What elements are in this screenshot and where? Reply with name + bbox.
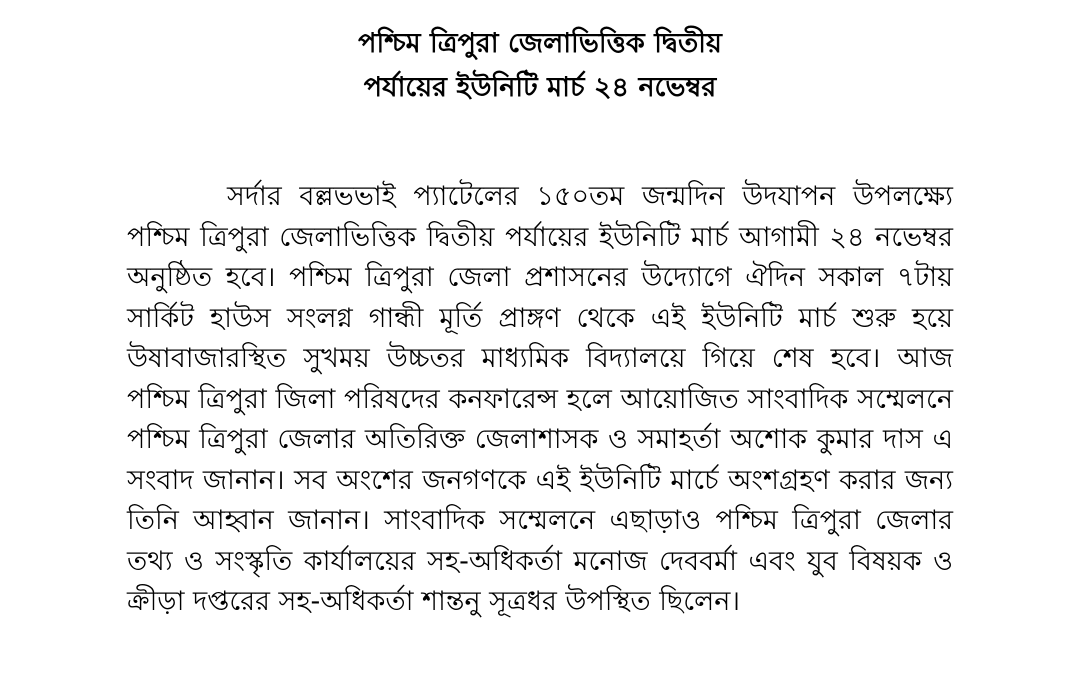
title-line-1: পশ্চিম ত্রিপুরা জেলাভিত্তিক দ্বিতীয়: [358, 28, 722, 59]
document-title: [0, 22, 1080, 110]
body-paragraph: সর্দার বল্লভভাই প্যাটেলের ১৫০তম জন্মদিন উদযাপন উপলক্ষ্যে পশ্চিম ত্রিপুরা জেলাভিত্তিক দ্বিতীয় পর্যায়ের ইউনিটি মার্চ আগামী ২৪ নভেম্বর অনুষ্ঠিত হবে। পশ্চিম ত্রিপুরা জেলা প্রশাসনের উদ্যোগে ঐদিন সকাল ৭টায় সার্কিট হাউস সংলগ্ন গান্ধী মূর্তি প্রাঙ্গণ থেকে এই ইউনিটি মার্চ শুরু হয়ে উষাবাজারস্থিত সুখময় উচ্চতর মাধ্যমিক বিদ্যালয়ে গিয়ে শেষ হবে। আজ পশ্চিম ত্রিপুরা জিলা পরিষদের কনফারেন্স হলে আয়োজিত সাংবাদিক সম্মেলনে পশ্চিম ত্রিপুরা জেলার অতিরিক্ত জেলাশাসক ও সমাহর্তা অশোক কুমার দাস এ সংবাদ জানান। সব অংশের জনগণকে এই ইউনিটি মার্চে অংশগ্রহণ করার জন্য তিনি আহ্বান জানান। সাংবাদিক সম্মেলনে এছাড়াও পশ্চিম ত্রিপুরা জেলার তথ্য ও সংস্কৃতি কার্যালয়ের সহ-অধিকর্তা মনোজ দেববর্মা এবং যুব বিষয়ক ও ক্রীড়া দপ্তরের সহ-অধিকর্তা শান্তনু সূত্রধর উপস্থিত ছিলেন।: [127, 181, 953, 617]
title-line-2: পর্যায়ের ইউনিটি মার্চ ২৪ নভেম্বর: [363, 72, 717, 103]
